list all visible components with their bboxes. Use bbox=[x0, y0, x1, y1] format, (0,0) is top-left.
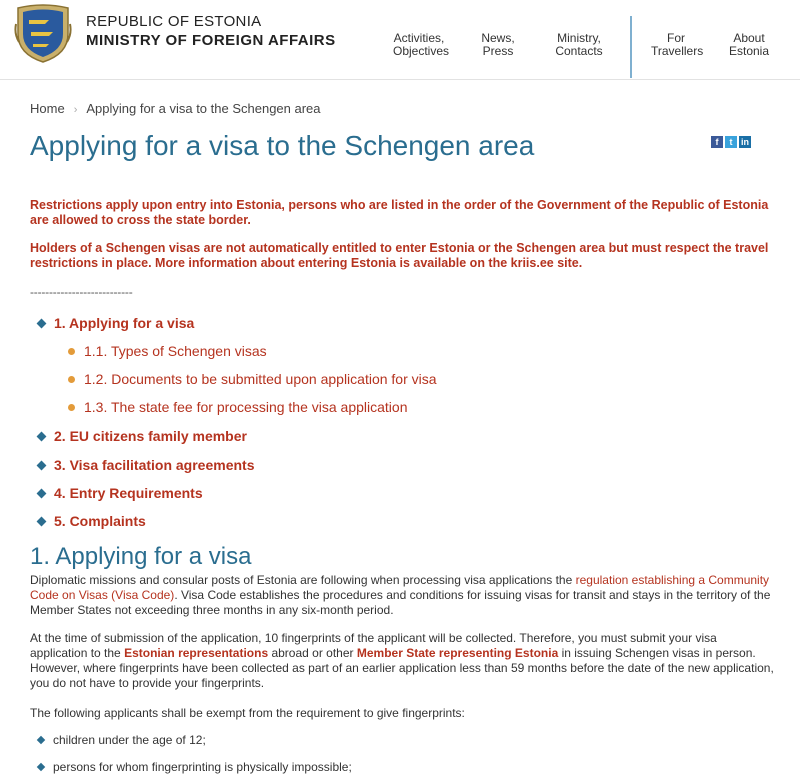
breadcrumb-current: Applying for a visa to the Schengen area bbox=[86, 101, 321, 116]
toc-item-types[interactable] bbox=[68, 343, 267, 359]
linkedin-icon[interactable]: in bbox=[741, 137, 749, 147]
member-state-link[interactable]: Member State representing Estonia bbox=[356, 646, 559, 660]
toc-label: 4. Entry Requirements bbox=[54, 485, 203, 501]
dot-bullet-icon bbox=[68, 404, 75, 411]
separator-dashes: --------------------------- bbox=[30, 285, 133, 299]
nav-activities-line1: Activities, bbox=[393, 31, 445, 45]
nav-travellers-line1: For bbox=[667, 31, 685, 45]
facebook-icon[interactable]: f bbox=[711, 136, 723, 148]
toc-item-entry[interactable] bbox=[38, 485, 203, 501]
toc-label: 5. Complaints bbox=[54, 513, 146, 529]
toc-item-applying[interactable] bbox=[38, 315, 194, 331]
page-title: Applying for a visa to the Schengen area bbox=[30, 130, 535, 161]
toc-label: 1.3. The state fee for processing the visa application bbox=[84, 399, 408, 415]
toc-item-state-fee[interactable] bbox=[68, 399, 408, 415]
list-item bbox=[38, 760, 352, 774]
section-heading: 1. Applying for a visa bbox=[30, 543, 252, 570]
visa-code-link[interactable]: regulation establishing a Community Code on Visas (Visa Code) bbox=[30, 573, 770, 602]
nav-news-line1: News, bbox=[481, 31, 515, 45]
diamond-bullet-icon bbox=[37, 488, 47, 498]
toc-label: 3. Visa facilitation agreements bbox=[54, 457, 255, 473]
nav-about-line2: Estonia bbox=[728, 44, 770, 58]
list-item bbox=[38, 733, 206, 747]
toc-label: 1.1. Types of Schengen visas bbox=[84, 343, 267, 359]
toc-item-eu-family[interactable] bbox=[38, 428, 247, 444]
brand[interactable] bbox=[86, 13, 336, 49]
diamond-bullet-icon bbox=[37, 431, 47, 441]
share-buttons bbox=[711, 136, 751, 148]
toc-item-documents[interactable] bbox=[68, 371, 437, 387]
paragraph-fingerprints bbox=[30, 631, 775, 691]
toc-label: 1. Applying for a visa bbox=[54, 315, 195, 331]
brand-line2: MINISTRY OF FOREIGN AFFAIRS bbox=[86, 32, 336, 49]
p1-text-a: Diplomatic missions and consular posts of Estonia are following when processing visa applications the bbox=[30, 573, 576, 587]
diamond-bullet-icon bbox=[37, 763, 45, 771]
nav-travellers[interactable] bbox=[651, 31, 704, 58]
p1-text-b: . Visa Code establishes the procedures and conditions for issuing visas for transit and stays in the territory of the Member States not exceeding three months in any six-month period. bbox=[30, 588, 771, 617]
p2-text-b: abroad or other bbox=[268, 646, 357, 660]
alert-schengen-holders: Holders of a Schengen visas are not automatically entitled to enter Estonia or the Schengen area but must respect the travel restrictions in place. More information about entering Estonia is available on the kriis.ee site. bbox=[30, 241, 769, 270]
breadcrumb-separator-icon: › bbox=[73, 104, 78, 116]
list-item-text: persons for whom fingerprinting is physically impossible; bbox=[53, 760, 352, 774]
toc-label: 2. EU citizens family member bbox=[54, 428, 247, 444]
breadcrumb bbox=[30, 101, 321, 116]
breadcrumb-home[interactable]: Home bbox=[30, 101, 65, 116]
toc-label: 1.2. Documents to be submitted upon application for visa bbox=[84, 371, 437, 387]
site-header bbox=[0, 0, 800, 80]
toc-item-complaints[interactable] bbox=[38, 513, 146, 529]
nav-news-line2: Press bbox=[482, 44, 514, 58]
p2-text-a: At the time of submission of the application, 10 fingerprints of the applicant will be collected. Therefore, you must submit your visa application to the bbox=[30, 631, 717, 660]
estonian-representations-link[interactable]: Estonian representations bbox=[124, 646, 269, 660]
paragraph-exempt: The following applicants shall be exempt from the requirement to give fingerprints: bbox=[30, 706, 465, 720]
nav-news[interactable] bbox=[478, 32, 518, 58]
list-item-text: children under the age of 12; bbox=[53, 733, 206, 747]
nav-ministry[interactable] bbox=[555, 32, 603, 58]
dot-bullet-icon bbox=[68, 348, 75, 355]
toc-item-facilitation[interactable] bbox=[38, 457, 255, 473]
diamond-bullet-icon bbox=[37, 318, 47, 328]
paragraph-visa-code bbox=[30, 573, 775, 618]
alert-restrictions: Restrictions apply upon entry into Estonia, persons who are listed in the order of the Government of the Republic of Estonia are allowed to cross the state border. bbox=[30, 198, 769, 227]
nav-about[interactable] bbox=[728, 32, 770, 58]
dot-bullet-icon bbox=[68, 376, 75, 383]
diamond-bullet-icon bbox=[37, 736, 45, 744]
diamond-bullet-icon bbox=[37, 516, 47, 526]
p2-text-c: in issuing Schengen visas in person. However, where fingerprints have been collected as part of an earlier application less than 59 months before the date of the new application, you do not have to provide your fingerprints. bbox=[30, 646, 774, 690]
nav-travellers-line2: Travellers bbox=[651, 44, 704, 58]
nav-divider bbox=[630, 16, 632, 78]
nav-activities[interactable] bbox=[393, 31, 450, 58]
estonia-coat-of-arms-icon[interactable] bbox=[14, 4, 72, 64]
twitter-icon[interactable]: t bbox=[725, 136, 737, 148]
nav-ministry-line2: Contacts bbox=[555, 44, 603, 58]
nav-about-line1: About bbox=[733, 31, 765, 45]
nav-ministry-line1: Ministry, bbox=[557, 31, 601, 45]
nav-activities-line2: Objectives bbox=[393, 44, 450, 58]
diamond-bullet-icon bbox=[37, 460, 47, 470]
brand-line1: REPUBLIC OF ESTONIA bbox=[86, 13, 262, 30]
